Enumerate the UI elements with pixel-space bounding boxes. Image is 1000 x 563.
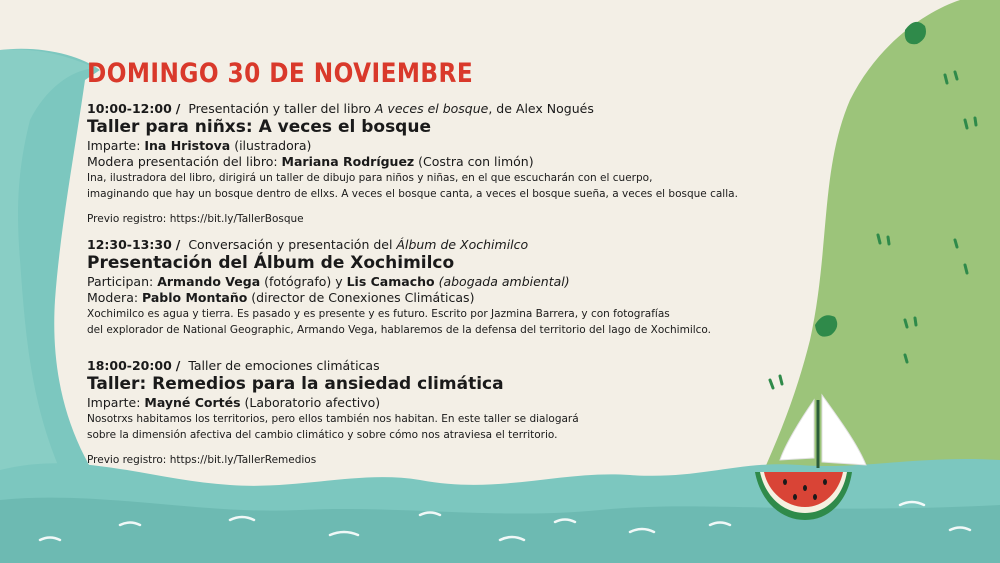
event-time-line: 10:00-12:00 / Presentación y taller del libro A veces el bosque, de Alex Nogués [87,101,594,116]
event-title: Taller: Remedios para la ansiedad climática [87,374,504,394]
event-moderator: Modera presentación del libro: Mariana Rodríguez (Costra con limón) [87,154,534,169]
event-title: Presentación del Álbum de Xochimilco [87,253,455,273]
page-title: DOMINGO 30 DE NOVIEMBRE [87,58,474,89]
registration-link[interactable]: Previo registro: https://bit.ly/TallerRemedios [87,454,317,466]
event-time-line: 18:00-20:00 / Taller de emociones climáticas [87,358,380,373]
event-time: 12:30-13:30 [87,237,172,252]
event-description-2: imaginando que hay un bosque dentro de ellxs. A veces el bosque canta, a veces el bosque sueña, a veces el bosque calla. [87,188,738,200]
event-description-1: Ina, ilustradora del libro, dirigirá un taller de dibujo para niños y niñas, en el que escucharán con el cuerpo, [87,172,653,184]
registration-link[interactable]: Previo registro: https://bit.ly/TallerBosque [87,213,304,225]
event-time: 10:00-12:00 [87,101,172,116]
event-description-1: Xochimilco es agua y tierra. Es pasado y es presente y es futuro. Escrito por Jazmina Barrera, y con fotografías [87,308,670,320]
event-presenter: Imparte: Ina Hristova (ilustradora) [87,138,312,153]
event-description-2: del explorador de National Geographic, Armando Vega, hablaremos de la defensa del territorio del lago de Xochimilco. [87,324,712,336]
event-time: 18:00-20:00 [87,358,172,373]
event-title: Taller para niñxs: A veces el bosque [87,117,431,137]
event-description-1: Nosotrxs habitamos los territorios, pero ellos también nos habitan. En este taller se dialogará [87,413,579,425]
event-description-2: sobre la dimensión afectiva del cambio climático y sobre cómo nos atraviesa el territorio. [87,429,558,441]
event-3 [87,358,767,468]
event-moderator: Modera: Pablo Montaño (director de Conexiones Climáticas) [87,290,475,305]
event-presenter: Imparte: Mayné Cortés (Laboratorio afectivo) [87,395,381,410]
schedule [87,58,767,478]
event-1 [87,101,767,227]
event-2 [87,237,767,338]
event-participants: Participan: Armando Vega (fotógrafo) y Lis Camacho (abogada ambiental) [87,274,570,289]
event-time-line: 12:30-13:30 / Conversación y presentación del Álbum de Xochimilco [87,237,529,252]
